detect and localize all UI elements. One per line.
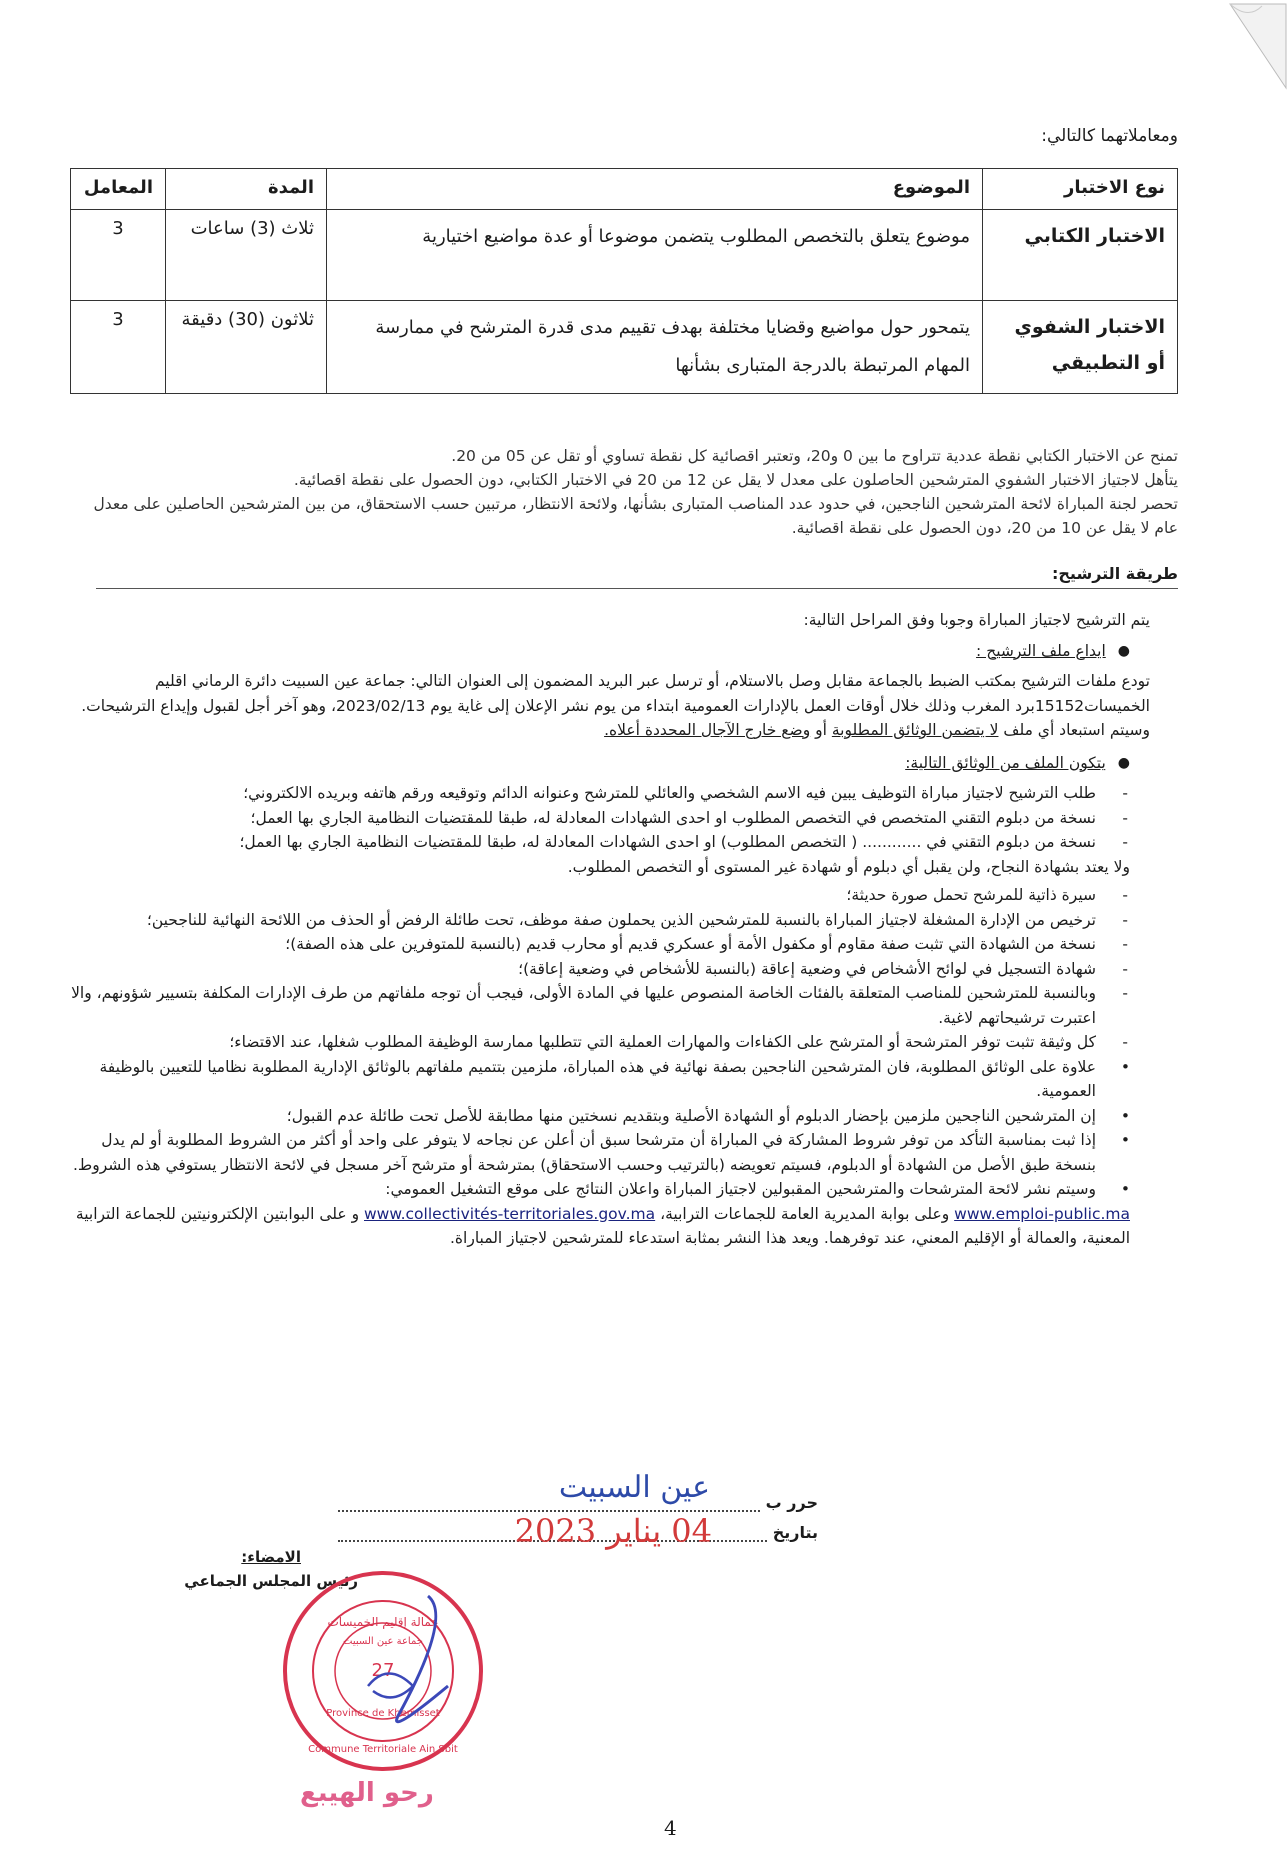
file-heading [70, 751, 1130, 776]
official-stamp [278, 1566, 488, 1776]
exam-table [70, 168, 1178, 394]
cell-coef: 3 [71, 301, 166, 394]
note-oral: يتأهل لاجتياز الاختبار الشفوي المترشحين الحاصلون على معدل لا يقل عن 12 من 20 في الاختبار الكتابي، دون الحصول على نقطة اقصائية. [293, 471, 1178, 489]
deposit-heading-label: ايداع ملف الترشيح : [976, 641, 1106, 660]
president-title: رئيس المجلس الجماعي [184, 1572, 358, 1590]
cell-subject: يتمحور حول مواضيع وقضايا مختلفة بهدف تقييم مدى قدرة المترشح في ممارسة المهام المرتبطة بالدرجة المتبارى بشأنها [327, 301, 983, 394]
deposit-heading [70, 639, 1130, 664]
cell-subject: موضوع يتعلق بالتخصص المطلوب يتضمن موضوعا أو عدة مواضيع اختيارية [327, 210, 983, 301]
bullet-icon: ● [1117, 754, 1130, 771]
stamp-center: 27 [371, 1660, 395, 1681]
page-corner-fold [1218, 0, 1288, 90]
cell-duration: ثلاثون (30) دقيقة [166, 301, 327, 394]
cell-duration: ثلاث (3) ساعات [166, 210, 327, 301]
links-text-1: وعلى بوابة المديرية العامة للجماعات الترابية، [660, 1204, 950, 1223]
col-coef: المعامل [71, 169, 166, 210]
stamp-bottom-2: Commune Territoriale Ain Sbit [308, 1744, 458, 1755]
method-intro: يتم الترشيح لاجتياز المباراة وجوبا وفق المراحل التالية: [803, 611, 1150, 629]
sign-label: الامضاء: [241, 1548, 301, 1566]
signer-name-stamp: رحو الهيبع [300, 1778, 434, 1808]
file-heading-label: يتكون الملف من الوثائق التالية: [905, 753, 1106, 772]
exclusion-note [70, 718, 1150, 743]
list-item: - وبالنسبة للمترشحين للمناصب المتعلقة بالفئات الخاصة المنصوص عليها في المادة الأولى، فيجب أن توجه ملفاتهم من طرف الإدارات المكلفة بتسيير شؤونهم، والا اعتبرت ترشيحاتهم لاغية. [70, 981, 1130, 1030]
list-item: - كل وثيقة تثبت توفر المترشحة أو المترشح على الكفاءات والمهارات العملية التي تتطلبها ممارسة الوظيفة المطلوب شغلها، عند الاقتضاء؛ [70, 1030, 1130, 1055]
cell-coef: 3 [71, 210, 166, 301]
list-item: - نسخة من دبلوم التقني في ............ ( التخصص المطلوب) او احدى الشهادات المعادلة له، طبقا للمقتضيات النظامية الجاري بها العمل؛ [70, 830, 1130, 855]
bullet-icon: ● [1117, 642, 1130, 659]
list-item: - نسخة من الشهادة التي تثبت صفة مقاوم أو مكفول الأمة أو عسكري قديم أو محارب قديم (بالنسبة للمتوفرين على هذه الصفة)؛ [70, 932, 1130, 957]
stamp-top: عمالة إقليم الخميسات [327, 1615, 439, 1629]
page-number: 4 [664, 1816, 677, 1840]
table-row [71, 210, 1178, 301]
stamp-bottom-1: Province de Khemisset [326, 1708, 440, 1719]
diploma-note: ولا يعتد بشهادة النجاح، ولن يقبل أي دبلوم أو شهادة غير المستوى أو التخصص المطلوب. [567, 857, 1130, 876]
exclusion-or: أو [815, 721, 827, 739]
list-item: - نسخة من دبلوم التقني المتخصص في التخصص المطلوب او احدى الشهادات المعادلة له، طبقا للمقتضيات النظامية الجاري بها العمل؛ [70, 806, 1130, 831]
application-section [70, 608, 1150, 1251]
list-item: • وسيتم نشر لائحة المترشحات والمترشحين المقبولين لاجتياز المباراة واعلان النتائج على موقع التشغيل العمومي: [70, 1177, 1130, 1202]
list-item: • إن المترشحين الناجحين ملزمين بإحضار الدبلوم أو الشهادة الأصلية وبتقديم نسختين منها مطابقة للأصل تحت طائلة عدم القبول؛ [70, 1104, 1130, 1129]
note-written: تمنح عن الاختبار الكتابي نقطة عددية تتراوح ما بين 0 و20، وتعتبر اقصائية كل نقطة تساوي أو تقل عن 05 من 20. [451, 447, 1178, 465]
table-header-row [71, 169, 1178, 210]
list-item: - سيرة ذاتية للمرشح تحمل صورة حديثة؛ [70, 883, 1130, 908]
col-duration: المدة [166, 169, 327, 210]
done-at-label: حرر ب [765, 1493, 818, 1512]
table-intro: ومعاملاتهما كالتالي: [1041, 126, 1178, 146]
list-item: • علاوة على الوثائق المطلوبة، فان المترشحين الناجحين بصفة نهائية في هذه المباراة، ملزمين بتتميم ملفاتهم بالوثائق الإدارية المطلوبة نظاميا للتعيين بالوظيفة العمومية. [70, 1055, 1130, 1104]
cell-type: الاختبار الكتابي [983, 210, 1178, 301]
exclusion-late: وضع خارج الآجال المحددة أعلاه. [604, 721, 811, 739]
list-item: - طلب الترشيح لاجتياز مباراة التوظيف يبين فيه الاسم الشخصي والعائلي للمترشح وعنوانه الدائم وتوقيعه ورقم هاتفه وبريده الالكتروني؛ [70, 781, 1130, 806]
scoring-notes [68, 444, 1178, 540]
document-page [26, 88, 1220, 1840]
emploi-public-link[interactable]: www.emploi-public.ma [954, 1204, 1130, 1223]
note-committee: تحصر لجنة المباراة لائحة المترشحين الناجحين، في حدود عدد المناصب المتبارى بشأنها، ولائحة الانتظار، مرتبين حسب الاستحقاق، من بين المترشحين الحاصلين على معدل عام لا يقل عن 10 من 20، دون الحصول على نقطة اقصائية. [93, 495, 1178, 537]
exclusion-missing-docs: لا يتضمن الوثائق المطلوبة [831, 721, 999, 739]
stamp-mid: جماعة عين السبيت [343, 1636, 423, 1647]
list-item: - ترخيص من الإدارة المشغلة لاجتياز المباراة بالنسبة للمترشحين الذين يحملون صفة موظف، تحت طائلة الرفض أو الحذف من اللائحة النهائية للناجحين؛ [70, 908, 1130, 933]
publication-links [70, 1202, 1130, 1251]
cell-type: الاختبار الشفوي أو التطبيقي [983, 301, 1178, 394]
documents-list-cont [70, 883, 1150, 1202]
table-row [71, 301, 1178, 394]
col-subject: الموضوع [327, 169, 983, 210]
date-label: بتاريخ [772, 1523, 818, 1542]
exclusion-prefix: وسيتم استبعاد أي ملف [1003, 721, 1150, 739]
list-item: • إذا ثبت بمناسبة التأكد من توفر شروط المشاركة في المباراة أن مترشحا سبق أن أعلن عن نجاحه لا يتوفر على واحد أو أكثر من الشروط المطلوبة أو لم يدل بنسخة طبق الأصل من الشهادة أو الدبلوم، فسيتم تعويضه (بالترتيب وحسب الاستحقاق) بمترشحة أو مترشح آخر مسجل في لائحة الانتظار يستوفي هذه الشروط. [70, 1128, 1130, 1177]
deposit-text: تودع ملفات الترشيح بمكتب الضبط بالجماعة مقابل وصل بالاستلام، أو ترسل عبر البريد المضمون إلى العنوان التالي: جماعة عين السبيت دائرة الرماني اقليم الخميسات15152برد المغرب وذلك خلال أوقات العمل بالإدارات العمومية ابتداء من يوم نشر الإعلان إلى غاية يوم 2023/02/13، وهو آخر أجل لقبول وإيداع الترشيحات. [81, 672, 1150, 715]
links-text-2: و على البوابتين الإلكترونيتين للجماعة الترابية المعنية، والعمالة أو الإقليم المعني، عند توفرهما. ويعد هذا النشر بمثابة استدعاء للمترشحين لاجتياز المباراة. [75, 1204, 1130, 1247]
collectivites-link[interactable]: www.collectivités-territoriales.gov.ma [364, 1204, 656, 1223]
section-title: طريقة الترشيح: [1052, 564, 1178, 583]
divider [96, 588, 1178, 589]
documents-list [70, 781, 1150, 855]
list-item: - شهادة التسجيل في لوائح الأشخاص في وضعية إعاقة (بالنسبة للأشخاص في وضعية إعاقة)؛ [70, 957, 1130, 982]
col-type: نوع الاختبار [983, 169, 1178, 210]
handwritten-place: عين السبيت [558, 1470, 710, 1505]
handwritten-date: 04 يناير 2023 [514, 1512, 712, 1550]
